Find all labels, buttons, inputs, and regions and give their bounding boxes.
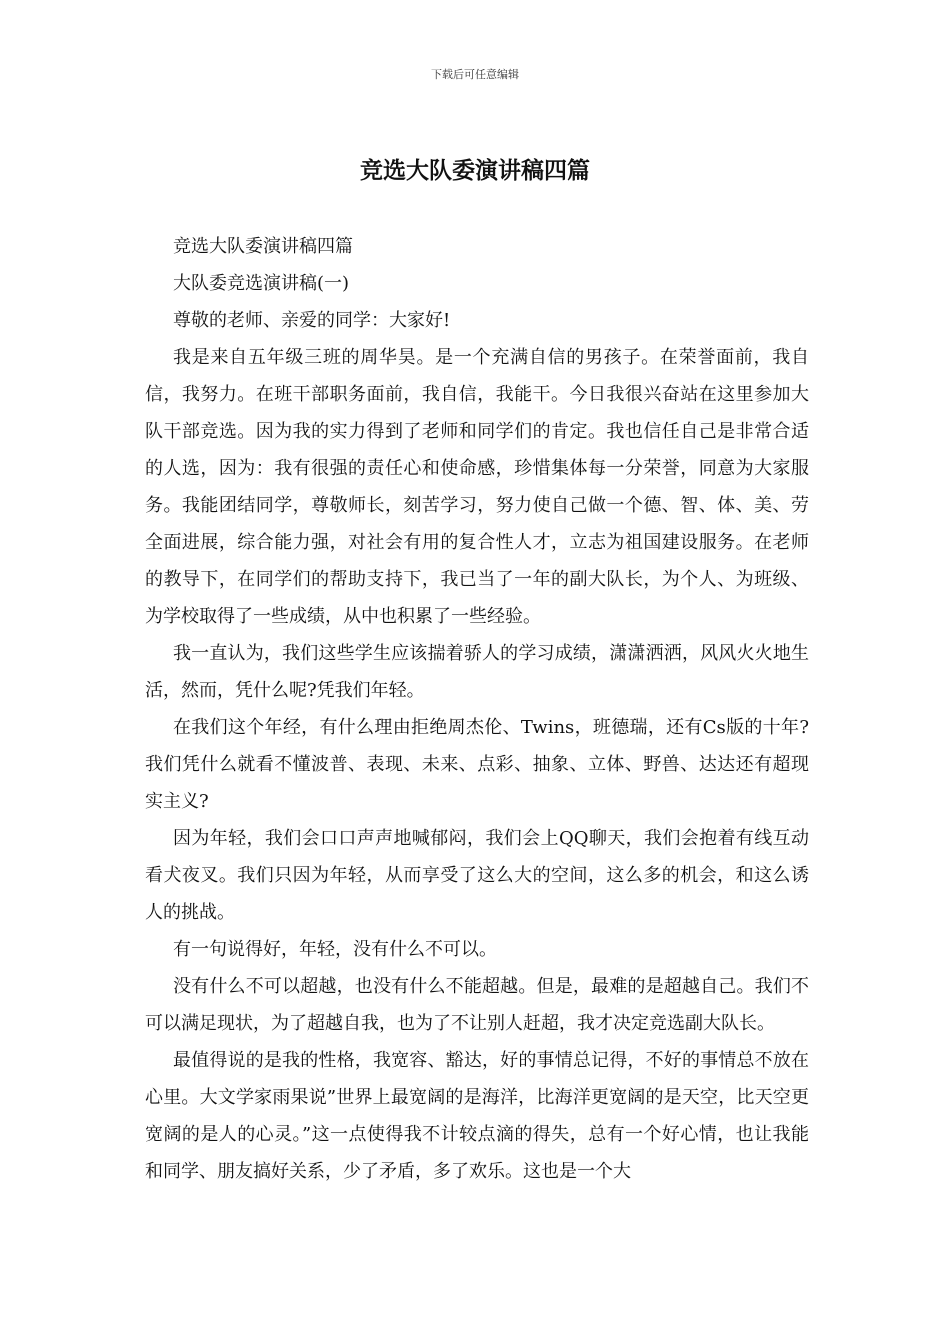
paragraph-greeting: 尊敬的老师、亲爱的同学：大家好! <box>173 310 451 331</box>
paragraph-subtitle: 竞选大队委演讲稿四篇 <box>173 236 353 257</box>
paragraph-section-heading: 大队委竞选演讲稿(一) <box>173 273 350 294</box>
paragraph-surpass: 没有什么不可以超越，也没有什么不能超越。但是，最难的是超越自己。我们不可以满足现状，为了超越自我，也为了不让别人赶超，我才决定竞选副大队长。 <box>145 976 809 1034</box>
paragraph-age: 在我们这个年经，有什么理由拒绝周杰伦、Twins，班德瑞，还有Cs版的十年?我们凭什么就看不懂波普、表现、未来、点彩、抽象、立体、野兽、达达还有超现实主义? <box>145 717 809 812</box>
paragraph-youth: 我一直认为，我们这些学生应该揣着骄人的学习成绩，潇潇洒洒，风风火火地生活，然而，凭什么呢?凭我们年轻。 <box>145 643 809 701</box>
header-note: 下载后可任意编辑 <box>431 68 519 81</box>
paragraph-because-young: 因为年轻，我们会口口声声地喊郁闷，我们会上QQ聊天，我们会抱着有线互动看犬夜叉。我们只因为年轻，从而享受了这么大的空间，这么多的机会，和这么诱人的挑战。 <box>145 828 809 923</box>
paragraph-saying: 有一句说得好，年轻，没有什么不可以。 <box>173 939 497 960</box>
paragraph-introduction: 我是来自五年级三班的周华昊。是一个充满自信的男孩子。在荣誉面前，我自信，我努力。在班干部职务面前，我自信，我能干。今日我很兴奋站在这里参加大队干部竞选。因为我的实力得到了老师和同学们的肯定。我也信任自己是非常合适的人选，因为：我有很强的责任心和使命感，珍惜集体每一分荣誉，同意为大家服务。我能团结同学，尊敬师长，刻苦学习，努力使自己做一个德、智、体、美、劳全面进展，综合能力强，对社会有用的复合性人才，立志为祖国建设服务。在老师的教导下，在同学们的帮助支持下，我已当了一年的副大队长，为个人、为班级、为学校取得了一些成绩，从中也积累了一些经验。 <box>145 347 809 627</box>
paragraph-personality: 最值得说的是我的性格，我宽容、豁达，好的事情总记得，不好的事情总不放在心里。大文学家雨果说”世界上最宽阔的是海洋，比海洋更宽阔的是天空，比天空更宽阔的是人的心灵。”这一点使得我不计较点滴的得失，总有一个好心情，也让我能和同学、朋友搞好关系，少了矛盾，多了欢乐。这也是一个大 <box>145 1050 809 1182</box>
document-body <box>145 228 809 1190</box>
document-title: 竞选大队委演讲稿四篇 <box>360 157 590 184</box>
